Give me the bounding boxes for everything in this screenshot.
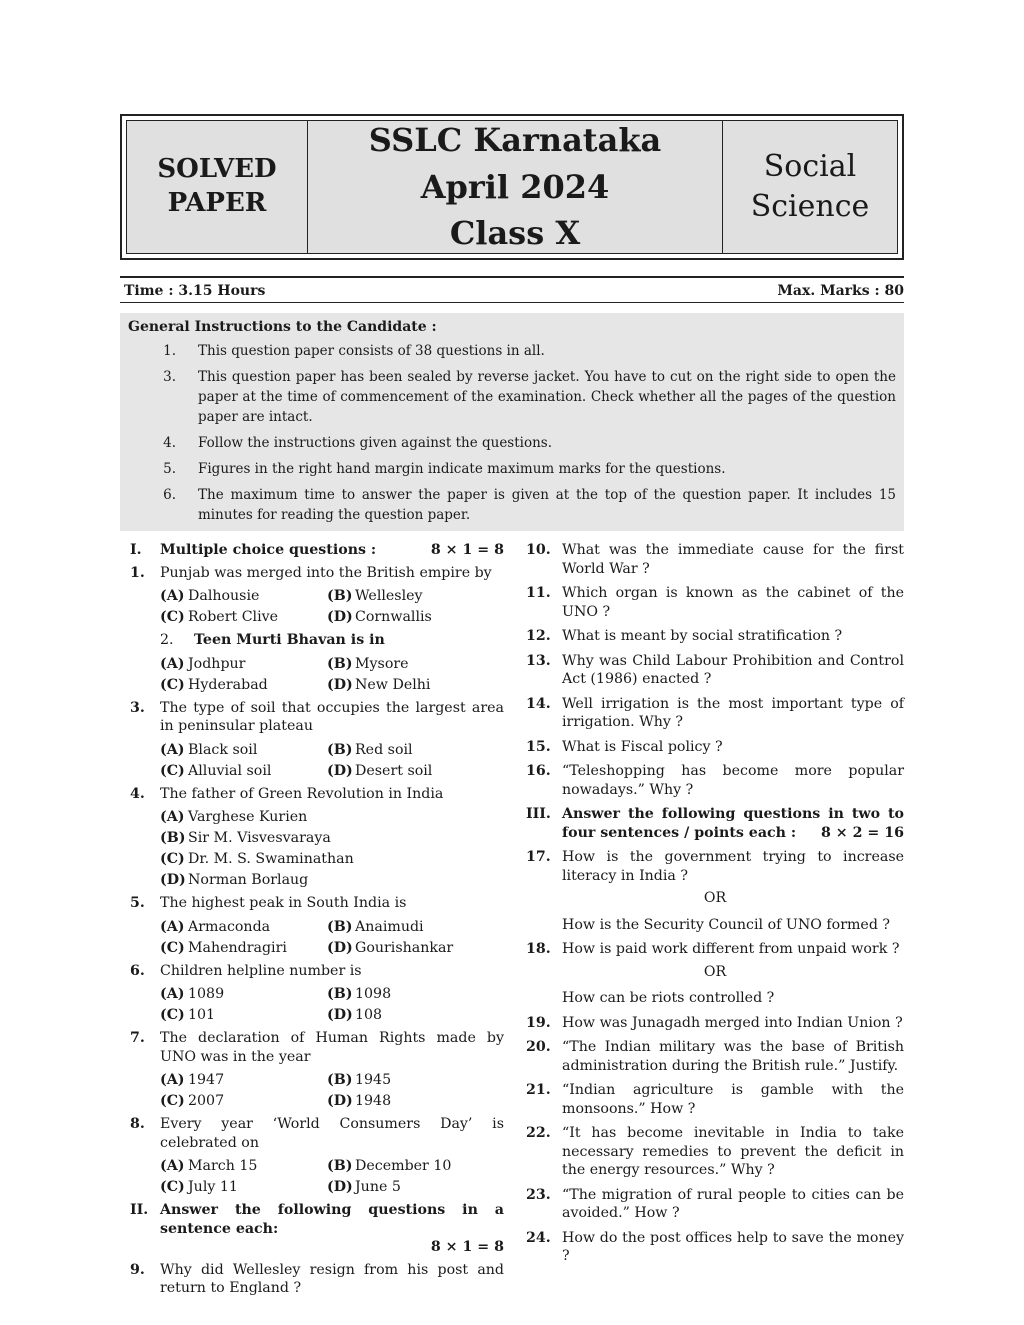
question-num: 11. bbox=[526, 585, 551, 601]
instruction-num: 6. bbox=[163, 487, 176, 503]
option-letter: (C) bbox=[160, 1179, 185, 1196]
top-divider bbox=[120, 276, 904, 278]
question-num: 9. bbox=[130, 1261, 145, 1278]
question-text: “Teleshopping has become more popular nowadays.” Why ? bbox=[562, 763, 904, 798]
instruction-text: This question paper consists of 38 questions in all. bbox=[198, 343, 545, 359]
question-text: What was the immediate cause for the first World War ? bbox=[562, 542, 904, 577]
instructions-title: General Instructions to the Candidate : bbox=[128, 319, 437, 335]
question bbox=[526, 1229, 904, 1266]
question bbox=[526, 695, 904, 732]
header-mid-line: Class X bbox=[449, 214, 581, 253]
header-left-line: SOLVED bbox=[157, 154, 277, 185]
option-text: December 10 bbox=[355, 1158, 452, 1175]
options bbox=[160, 654, 504, 696]
option-letter: (B) bbox=[327, 1072, 353, 1089]
instruction-text: The maximum time to answer the paper is given at the top of the question paper. It includes 15 minutes for reading the question paper. bbox=[198, 487, 896, 523]
section-heading bbox=[130, 1201, 504, 1257]
option-text: Wellesley bbox=[355, 588, 423, 605]
option-text: Red soil bbox=[355, 741, 413, 758]
option-letter: (B) bbox=[327, 655, 353, 672]
options bbox=[160, 917, 504, 959]
option-letter: (B) bbox=[327, 1158, 353, 1175]
question bbox=[526, 940, 904, 959]
question bbox=[526, 762, 904, 799]
right-column bbox=[526, 541, 904, 1270]
options bbox=[160, 807, 504, 891]
question-text: Which organ is known as the cabinet of the UNO ? bbox=[562, 585, 904, 620]
question bbox=[526, 541, 904, 578]
option-letter: (D) bbox=[327, 939, 353, 956]
option-text: Norman Borlaug bbox=[188, 872, 309, 889]
section-title: Answer the following questions in two to four sentences / points each : bbox=[562, 806, 904, 841]
option-text: Alluvial soil bbox=[188, 762, 272, 779]
question-text: How is paid work different from unpaid work ? bbox=[562, 941, 900, 957]
option-letter: (B) bbox=[160, 830, 186, 847]
option-text: Black soil bbox=[188, 741, 258, 758]
question bbox=[526, 652, 904, 689]
question-text: Children helpline number is bbox=[160, 962, 362, 979]
max-marks-label: Max. Marks : 80 bbox=[777, 283, 904, 299]
question-num: 8. bbox=[130, 1116, 145, 1132]
question bbox=[526, 627, 904, 646]
option-letter: (C) bbox=[160, 676, 185, 693]
question-text: Why did Wellesley resign from his post and return to England ? bbox=[160, 1261, 504, 1296]
header-right-line: Science bbox=[750, 189, 870, 224]
option-text: New Delhi bbox=[355, 676, 431, 693]
alt-spacer bbox=[526, 916, 562, 935]
question-text: “Indian agriculture is gamble with the monsoons.” How ? bbox=[562, 1082, 904, 1117]
instruction-num: 4. bbox=[163, 435, 176, 451]
option-text: Gourishankar bbox=[355, 939, 454, 956]
option-letter: (B) bbox=[327, 741, 353, 758]
question-text: The father of Green Revolution in India bbox=[160, 785, 444, 802]
option-letter: (D) bbox=[327, 1007, 353, 1024]
header-right-line: Social bbox=[763, 148, 857, 184]
question-num: 10. bbox=[526, 542, 551, 558]
or-divider: OR bbox=[703, 963, 727, 980]
question bbox=[526, 848, 904, 885]
question bbox=[526, 1081, 904, 1118]
section-title: Answer the following questions in a sentence each: bbox=[160, 1202, 504, 1237]
instruction-item bbox=[128, 459, 896, 479]
option-text: July 11 bbox=[188, 1179, 238, 1196]
option-text: Mysore bbox=[355, 655, 409, 672]
instruction-item bbox=[128, 485, 896, 525]
question bbox=[160, 631, 504, 650]
question-alternative bbox=[526, 989, 904, 1008]
instruction-item bbox=[128, 367, 896, 427]
meta-divider bbox=[120, 302, 904, 303]
question-text: What is Fiscal policy ? bbox=[562, 738, 723, 755]
question bbox=[526, 738, 904, 757]
question bbox=[526, 1124, 904, 1180]
question-num: 23. bbox=[526, 1186, 551, 1203]
instruction-num: 3. bbox=[163, 369, 176, 385]
section-num: III. bbox=[526, 806, 551, 822]
section-marks: 8 × 1 = 8 bbox=[430, 1239, 504, 1255]
section-title: Multiple choice questions : bbox=[160, 542, 377, 558]
header-mid-line: April 2024 bbox=[420, 167, 610, 206]
instruction-item bbox=[128, 433, 896, 453]
section-heading bbox=[526, 805, 904, 842]
question-text: “The Indian military was the base of British administration during the British rule.” Justify. bbox=[562, 1039, 904, 1074]
left-column bbox=[130, 541, 504, 1302]
option-letter: (A) bbox=[160, 588, 185, 605]
question-num: 5. bbox=[130, 895, 145, 911]
question-num: 4. bbox=[130, 785, 145, 802]
question bbox=[130, 785, 504, 804]
question bbox=[526, 584, 904, 621]
option-letter: (A) bbox=[160, 986, 185, 1003]
options bbox=[160, 1156, 504, 1198]
header-solved-paper bbox=[127, 121, 308, 253]
question-text: How was Junagadh merged into Indian Union ? bbox=[562, 1014, 903, 1031]
option-letter: (C) bbox=[160, 1093, 185, 1110]
question-text: The type of soil that occupies the largest area in peninsular plateau bbox=[160, 699, 504, 734]
question-num: 12. bbox=[526, 628, 551, 644]
section-text bbox=[562, 805, 904, 842]
question-num: 3. bbox=[130, 699, 145, 716]
option-text: 1945 bbox=[355, 1072, 392, 1089]
option-letter: (B) bbox=[327, 918, 353, 935]
option-letter: (D) bbox=[327, 1179, 353, 1196]
option-text: Cornwallis bbox=[355, 609, 432, 626]
option-letter: (C) bbox=[160, 762, 185, 779]
header-left-line: PAPER bbox=[167, 188, 267, 218]
question-text: How is the government trying to increase literacy in India ? bbox=[562, 849, 904, 884]
option-letter: (A) bbox=[160, 741, 185, 758]
question-text: The highest peak in South India is bbox=[160, 895, 407, 911]
option-letter: (C) bbox=[160, 1007, 185, 1024]
question bbox=[130, 894, 504, 913]
question-text: “It has become inevitable in India to take necessary remedies to prevent the deficit in the energy resources.” Why ? bbox=[562, 1125, 904, 1178]
question-num: 2. bbox=[160, 632, 174, 648]
question-num: 19. bbox=[526, 1014, 551, 1031]
question bbox=[130, 1261, 504, 1298]
or-divider: OR bbox=[703, 890, 727, 906]
question-num: 15. bbox=[526, 738, 551, 755]
option-text: March 15 bbox=[188, 1158, 258, 1175]
question bbox=[130, 1115, 504, 1152]
question-text: Every year ‘World Consumers Day’ is celebrated on bbox=[160, 1116, 504, 1151]
section-marks: 8 × 2 = 16 bbox=[820, 824, 904, 841]
question-text: Well irrigation is the most important type of irrigation. Why ? bbox=[562, 695, 904, 730]
options bbox=[160, 1070, 504, 1112]
question-text: Why was Child Labour Prohibition and Control Act (1986) enacted ? bbox=[562, 652, 904, 687]
instruction-item bbox=[128, 341, 896, 361]
question-num: 22. bbox=[526, 1125, 551, 1141]
question-num: 16. bbox=[526, 763, 551, 779]
instruction-num: 5. bbox=[163, 461, 176, 477]
option-text: Hyderabad bbox=[188, 676, 268, 693]
option-text: Dalhousie bbox=[188, 588, 260, 605]
question-num: 13. bbox=[526, 652, 551, 669]
option-letter: (D) bbox=[160, 872, 186, 889]
question-num: 7. bbox=[130, 1030, 145, 1046]
section-marks: 8 × 1 = 8 bbox=[430, 542, 504, 558]
option-text: 2007 bbox=[188, 1093, 225, 1110]
instruction-text: Figures in the right hand margin indicate maximum marks for the questions. bbox=[198, 461, 726, 477]
option-text: 101 bbox=[188, 1007, 216, 1024]
option-text: Sir M. Visvesvaraya bbox=[188, 830, 331, 847]
question-num: 17. bbox=[526, 849, 551, 865]
option-letter: (D) bbox=[327, 1093, 353, 1110]
header-exam-title bbox=[308, 121, 723, 253]
option-letter: (A) bbox=[160, 1158, 185, 1175]
time-label: Time : 3.15 Hours bbox=[124, 283, 266, 299]
alt-spacer bbox=[526, 989, 562, 1008]
option-text: Desert soil bbox=[355, 762, 433, 779]
question-num: 6. bbox=[130, 962, 145, 979]
option-letter: (D) bbox=[327, 609, 353, 626]
option-text: 1948 bbox=[355, 1093, 392, 1110]
option-text: June 5 bbox=[355, 1179, 401, 1196]
option-text: Anaimudi bbox=[355, 918, 424, 935]
instruction-num: 1. bbox=[163, 343, 176, 359]
question-num: 18. bbox=[526, 941, 551, 957]
question-text: How is the Security Council of UNO formed ? bbox=[562, 916, 891, 933]
question bbox=[130, 1029, 504, 1066]
question bbox=[526, 1038, 904, 1075]
question-text: The declaration of Human Rights made by UNO was in the year bbox=[160, 1030, 504, 1065]
question-text: How do the post offices help to save the money ? bbox=[562, 1229, 904, 1264]
question bbox=[130, 699, 504, 736]
section-num: I. bbox=[130, 542, 142, 558]
instructions-box bbox=[120, 313, 904, 531]
option-text: Mahendragiri bbox=[188, 939, 287, 956]
question bbox=[130, 564, 504, 583]
option-letter: (A) bbox=[160, 809, 185, 826]
question bbox=[526, 1014, 904, 1033]
option-letter: (D) bbox=[327, 676, 353, 693]
question-text: Teen Murti Bhavan is in bbox=[194, 632, 385, 648]
option-text: Dr. M. S. Swaminathan bbox=[188, 851, 354, 868]
option-letter: (C) bbox=[160, 609, 185, 626]
question-text: “The migration of rural people to cities can be avoided.” How ? bbox=[562, 1186, 904, 1221]
option-letter: (A) bbox=[160, 655, 185, 672]
question bbox=[526, 1186, 904, 1223]
options bbox=[160, 984, 504, 1026]
paper-header bbox=[120, 114, 904, 260]
option-letter: (A) bbox=[160, 1072, 185, 1089]
instruction-text: Follow the instructions given against the questions. bbox=[198, 435, 553, 451]
option-text: Armaconda bbox=[188, 918, 271, 935]
header-mid-line: SSLC Karnataka bbox=[368, 121, 662, 160]
option-letter: (C) bbox=[160, 851, 185, 868]
question-num: 14. bbox=[526, 695, 551, 712]
question-text: What is meant by social stratification ? bbox=[562, 628, 843, 644]
option-text: 1947 bbox=[188, 1072, 225, 1089]
question-alternative bbox=[526, 916, 904, 935]
section-num: II. bbox=[130, 1202, 149, 1218]
instruction-text: This question paper has been sealed by reverse jacket. You have to cut on the right side to open the paper at the time of commencement of the examination. Check whether all the pages of the question paper are intact. bbox=[198, 369, 896, 425]
option-text: 1098 bbox=[355, 986, 392, 1003]
question-num: 1. bbox=[130, 564, 145, 581]
option-text: Robert Clive bbox=[188, 609, 279, 626]
option-letter: (D) bbox=[327, 762, 353, 779]
meta-row bbox=[124, 283, 904, 299]
section-text bbox=[160, 1201, 504, 1257]
question-text: Punjab was merged into the British empire by bbox=[160, 564, 492, 581]
option-letter: (A) bbox=[160, 918, 185, 935]
option-text: Jodhpur bbox=[188, 655, 246, 672]
option-text: Varghese Kurien bbox=[188, 809, 308, 826]
section-heading bbox=[130, 541, 504, 560]
header-subject bbox=[723, 121, 897, 253]
option-letter: (C) bbox=[160, 939, 185, 956]
question-text: How can be riots controlled ? bbox=[562, 990, 775, 1006]
question-num: 24. bbox=[526, 1229, 551, 1246]
options bbox=[160, 740, 504, 782]
option-text: 108 bbox=[355, 1007, 383, 1024]
header-inner bbox=[126, 120, 898, 254]
question-num: 21. bbox=[526, 1082, 551, 1098]
option-letter: (B) bbox=[327, 588, 353, 605]
section-text bbox=[160, 541, 504, 560]
options bbox=[160, 586, 504, 628]
question-num: 20. bbox=[526, 1039, 551, 1055]
option-text: 1089 bbox=[188, 986, 225, 1003]
option-letter: (B) bbox=[327, 986, 353, 1003]
question bbox=[130, 962, 504, 981]
